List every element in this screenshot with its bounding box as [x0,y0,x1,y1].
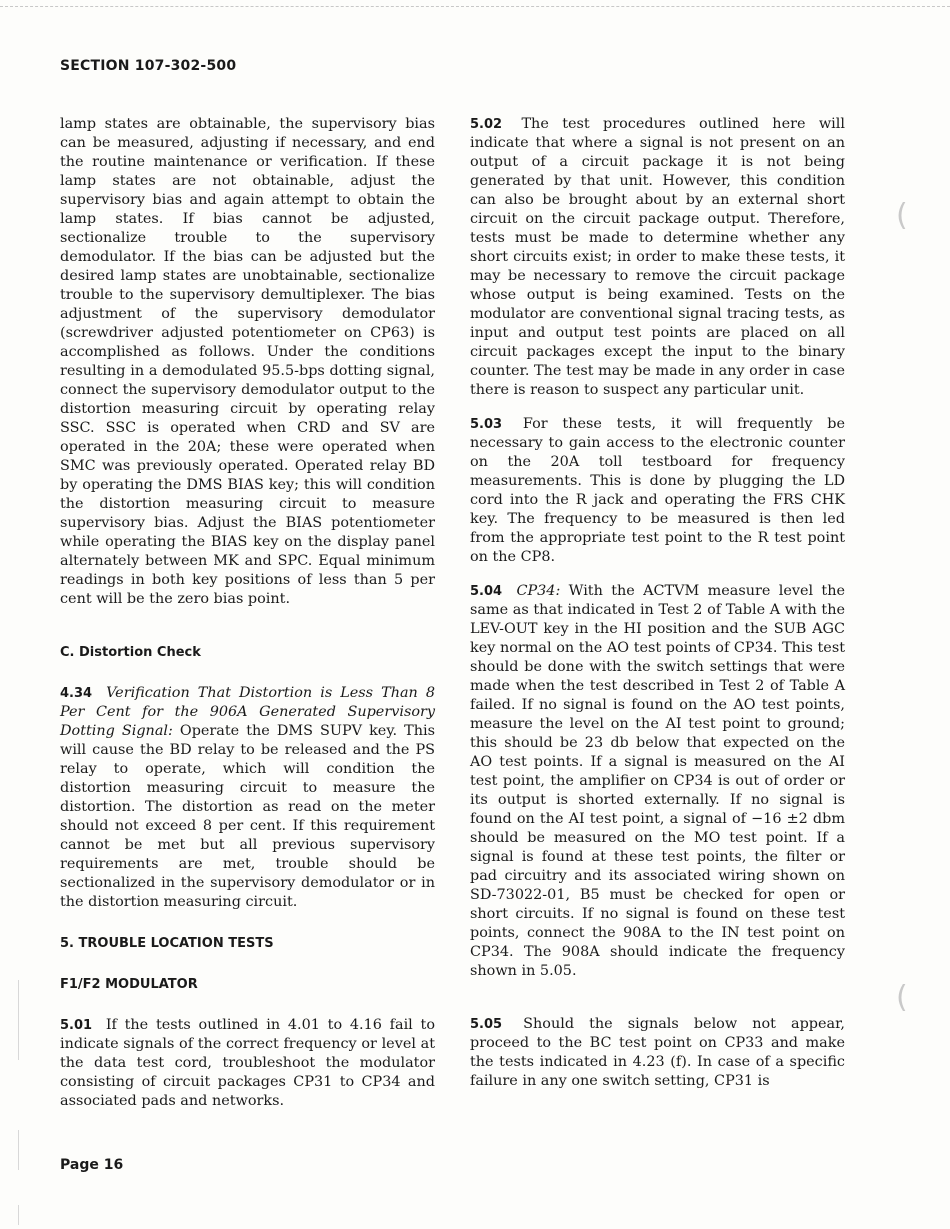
paragraph-continuation: lamp states are obtainable, the supervisory bias can be measured, adjusting if necessary, and end the routine maintenance or verification. If these lamp states are not obtainable, adjust the supervisory bias and again attempt to obtain the lamp states. If bias cannot be adjusted, sectionalize trouble to the supervisory demodulator. If the bias can be adjusted but the desired lamp states are unobtainable, sectionalize trouble to the supervisory demultiplexer. The bias adjustment of the supervisory demodulator (screwdriver adjusted potentiometer on CP63) is accomplished as follows. Under the conditions resulting in a demodulated 95.5-bps dotting signal, connect the supervisory demodulator output to the distortion measuring circuit by operating relay SSC. SSC is operated when CRD and SV are operated in the 20A; these were operated when SMC was previously operated. Operated relay BD by operating the DMS BIAS key; this will condition the distortion measuring circuit to measure supervisory bias. Adjust the BIAS potentiometer while operating the BIAS key on the display panel alternately between MK and SPC. Equal minimum readings in both key positions of less than 5 per cent will be the zero bias point. [60,116,435,607]
paragraph-text: With the ACTVM measure level the same as that indicated in Test 2 of Table A with the LEV-OUT key in the HI position and the SUB AGC key normal on the AO test points of CP34. This test should be done with the switch settings that were made when the test described in Test 2 of Table A failed. If no signal is found on the AO test points, measure the level on the AI test point to ground; this should be 23 db below that expected on the AO test points. If a signal is measured on the AI test point, the amplifier on CP34 is out of order or its output is shorted externally. If no signal is found on the AI test point, a signal of −16 ±2 dbm should be measured on the MO test point. If a signal is found at these test points, the filter or pad circuitry and its associated wiring shown on SD-73022-01, B5 must be checked for open or short circuits. If no signal is found on these test points, connect the 908A to the IN test point on CP34. The 908A should indicate the frequency shown in 5.05. [470,583,846,979]
paragraph-number: 5.01 [60,1018,93,1033]
page-number: Page 16 [60,1157,124,1173]
paragraph-text: For these tests, it will frequently be necessary to gain access to the electronic counter on the 20A toll testboard for frequency measurements. This is done by plugging the LD cord into the R jack and operating the FRS CHK key. The frequency to be measured is then led from the appropriate test point to the R test point on the CP8. [470,416,845,565]
paragraph-5-01 [60,1016,435,1111]
right-column [470,115,845,1091]
scan-top-border [0,6,950,7]
paragraph-text: The test procedures outlined here will indicate that where a signal is not present on an output of a circuit package it is not being generated by that unit. However, this condition can also be brought about by an external short circuit on the circuit package output. Therefore, tests must be made to determine whether any short circuits exist; in order to make these tests, it may be necessary to remove the circuit package whose output is being examined. Tests on the modulator are conventional signal tracing tests, as input and output test points are placed on all circuit packages except the input to the binary counter. The test may be made in any order in case there is reason to suspect any particular unit. [470,116,845,398]
scan-smudge-mark: ( [896,980,908,1015]
scan-edge-mark [18,1130,19,1170]
paragraph-5-05 [470,1015,845,1091]
heading-trouble-location-tests: 5. TROUBLE LOCATION TESTS [60,936,274,951]
left-column [60,115,435,1111]
paragraph-italic-title: CP34: [516,583,561,599]
paragraph-number: 5.04 [470,584,503,599]
paragraph-number: 5.02 [470,117,503,132]
paragraph-text: Should the signals below not appear, proceed to the BC test point on CP33 and make the tests indicated in 4.23 (f). In case of a specific failure in any one switch setting, CP31 is [470,1016,845,1089]
paragraph-5-02 [470,115,845,400]
paragraph-number: 5.03 [470,417,503,432]
paragraph-4-34 [60,684,435,912]
scan-edge-mark [18,980,19,1060]
paragraph-5-04 [470,582,845,981]
paragraph-italic-title: Verification That Distortion is Less Than 8 Per Cent for the 906A Generated Supervisory Dotting Signal: [60,685,435,739]
paragraph-text: Operate the DMS SUPV key. This will cause the BD relay to be released and the PS relay to operate, which will condition the distortion measuring circuit to measure the distortion. The distortion as read on the meter should not exceed 8 per cent. If this requirement cannot be met but all previous supervisory requirements are met, trouble should be sectionalized in the supervisory demodulator or in the distortion measuring circuit. [60,723,435,910]
scan-smudge-mark: ( [896,198,908,233]
paragraph-5-03 [470,415,845,567]
heading-f1f2-modulator: F1/F2 MODULATOR [60,977,198,992]
paragraph-number: 5.05 [470,1017,503,1032]
scan-edge-mark [18,1205,19,1225]
section-header: SECTION 107-302-500 [60,58,237,74]
heading-distortion-check: C. Distortion Check [60,645,201,660]
paragraph-number: 4.34 [60,686,93,701]
paragraph-text: If the tests outlined in 4.01 to 4.16 fail to indicate signals of the correct frequency or level at the data test cord, troubleshoot the modulator consisting of circuit packages CP31 to CP34 and associated pads and networks. [60,1017,435,1109]
